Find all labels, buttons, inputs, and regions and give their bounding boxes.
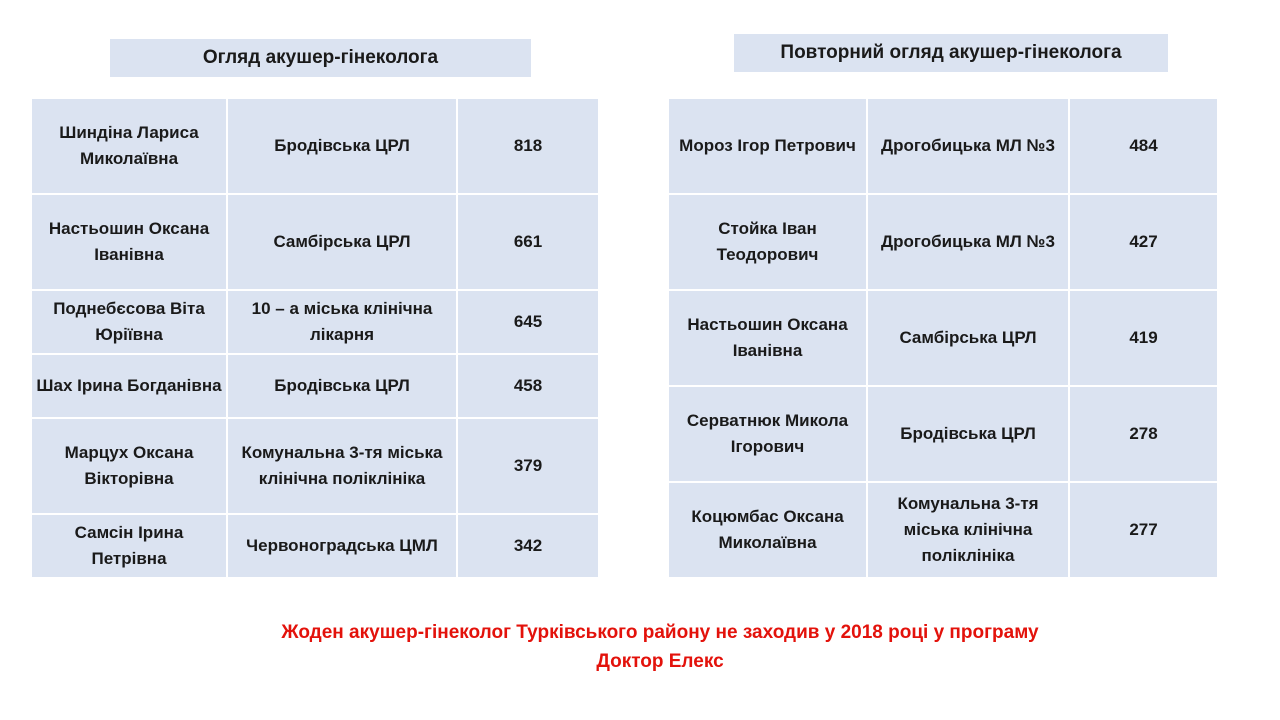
table-row <box>31 418 599 514</box>
institution-cell: Дрогобицька МЛ №3 <box>867 98 1069 194</box>
left-ranking-table <box>30 97 600 579</box>
doctor-name-cell: Коцюмбас Оксана Миколаївна <box>668 482 867 578</box>
doctor-name-cell: Марцух Оксана Вікторівна <box>31 418 227 514</box>
institution-cell: Червоноградська ЦМЛ <box>227 514 457 578</box>
institution-cell: Бродівська ЦРЛ <box>227 98 457 194</box>
doctor-name-cell: Самсін Ірина Петрівна <box>31 514 227 578</box>
right-table-title <box>734 34 1168 72</box>
count-cell: 278 <box>1069 386 1218 482</box>
count-cell: 419 <box>1069 290 1218 386</box>
table-row <box>668 482 1218 578</box>
count-cell: 645 <box>457 290 599 354</box>
count-cell: 277 <box>1069 482 1218 578</box>
count-cell: 379 <box>457 418 599 514</box>
count-cell: 484 <box>1069 98 1218 194</box>
count-cell: 818 <box>457 98 599 194</box>
table-row <box>31 290 599 354</box>
doctor-name-cell: Мороз Ігор Петрович <box>668 98 867 194</box>
table-row <box>668 194 1218 290</box>
institution-cell: Самбірська ЦРЛ <box>867 290 1069 386</box>
institution-cell: Бродівська ЦРЛ <box>867 386 1069 482</box>
right-title-text: Повторний огляд акушер-гінеколога <box>780 42 1122 63</box>
count-cell: 427 <box>1069 194 1218 290</box>
table-row <box>31 514 599 578</box>
institution-cell: Комунальна 3-тя міська клінічна поліклініка <box>867 482 1069 578</box>
doctor-name-cell: Стойка Іван Теодорович <box>668 194 867 290</box>
table-row <box>668 386 1218 482</box>
left-table-title <box>110 39 531 77</box>
institution-cell: Самбірська ЦРЛ <box>227 194 457 290</box>
doctor-name-cell: Шиндіна Лариса Миколаївна <box>31 98 227 194</box>
footer-note <box>0 618 1280 676</box>
doctor-name-cell: Настьошин Оксана Іванівна <box>668 290 867 386</box>
table-row <box>31 194 599 290</box>
right-ranking-table <box>667 97 1219 579</box>
doctor-name-cell: Серватнюк Микола Ігорович <box>668 386 867 482</box>
institution-cell: Дрогобицька МЛ №3 <box>867 194 1069 290</box>
doctor-name-cell: Шах Ірина Богданівна <box>31 354 227 418</box>
institution-cell: Бродівська ЦРЛ <box>227 354 457 418</box>
left-title-text: Огляд акушер-гінеколога <box>202 47 439 68</box>
doctor-name-cell: Настьошин Оксана Іванівна <box>31 194 227 290</box>
table-row <box>31 354 599 418</box>
count-cell: 661 <box>457 194 599 290</box>
institution-cell: Комунальна 3-тя міська клінічна поліклініка <box>227 418 457 514</box>
table-row <box>668 98 1218 194</box>
doctor-name-cell: Поднебєсова Віта Юріївна <box>31 290 227 354</box>
count-cell: 458 <box>457 354 599 418</box>
footer-note-line-2: Доктор Елекс <box>596 651 724 672</box>
table-row <box>31 98 599 194</box>
table-row <box>668 290 1218 386</box>
count-cell: 342 <box>457 514 599 578</box>
institution-cell: 10 – а міська клінічна лікарня <box>227 290 457 354</box>
footer-note-line-1: Жоден акушер-гінеколог Турківського району не заходив у 2018 році у програму <box>281 622 1039 643</box>
